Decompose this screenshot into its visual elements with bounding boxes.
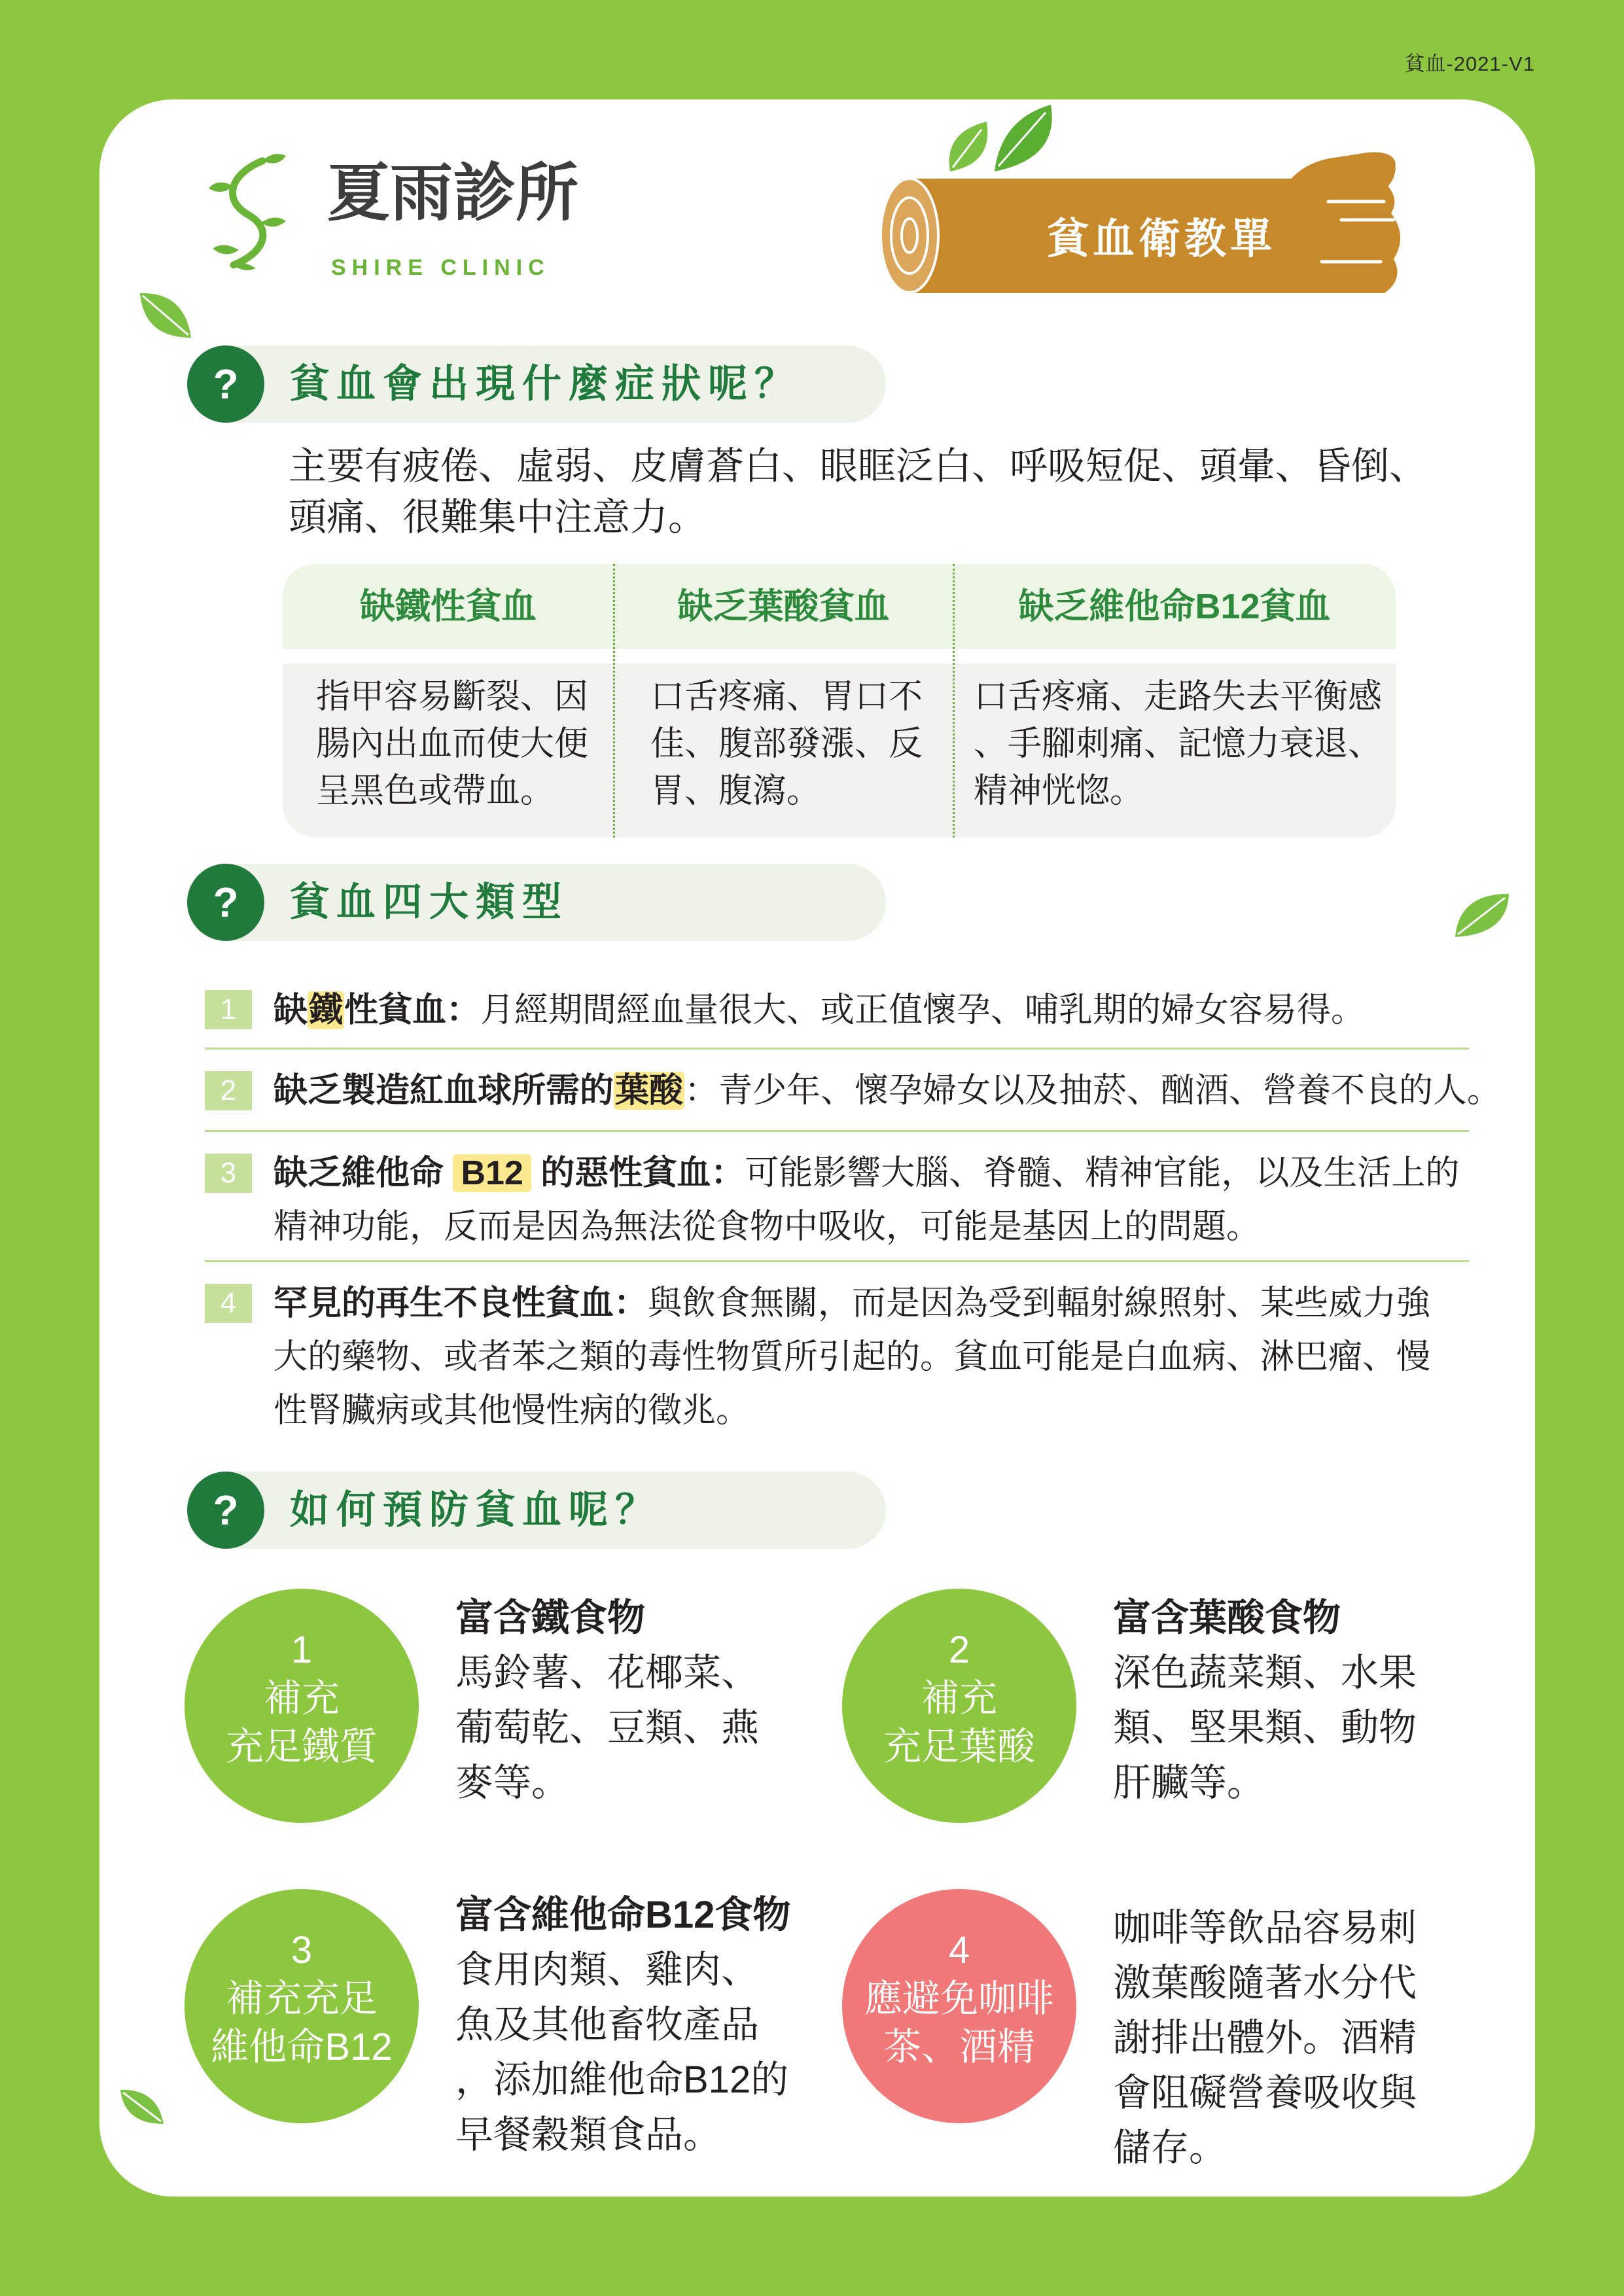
clinic-english-name: SHIRE CLINIC — [331, 255, 550, 280]
anemia-type-item-1 — [205, 983, 1535, 1037]
circle-line: 應避免咖啡 — [864, 1977, 1054, 2020]
food-list-b12 — [455, 1888, 790, 2163]
item-text: 大的藥物、或者苯之類的毒性物質所引起的。貧血可能是白血病、淋巴瘤、慢 — [274, 1338, 1431, 1376]
avoid-note — [1113, 1901, 1417, 2176]
item-line — [274, 1330, 1535, 1384]
item-label: 缺 — [274, 991, 308, 1029]
number-badge: 4 — [205, 1284, 252, 1323]
vine-icon — [205, 152, 290, 273]
number-badge: 2 — [205, 1071, 252, 1110]
prevention-circle-b12 — [185, 1889, 419, 2123]
food-title: 富含維他命B12食物 — [455, 1894, 791, 1936]
item-line — [274, 1200, 1535, 1254]
section-title-symptoms: 貧血會出現什麼症狀呢？ — [290, 362, 801, 406]
cell-line: 呈黑色或帶血。 — [316, 772, 555, 810]
log-banner-icon — [870, 98, 1413, 301]
item-label: 性貧血： — [344, 991, 481, 1029]
food-line: ，添加維他命B12的 — [455, 2058, 789, 2101]
question-circle-icon: ? — [187, 345, 264, 423]
circle-line: 維他命B12 — [211, 2026, 393, 2068]
divider — [205, 1260, 1469, 1262]
cell-line: 胃、腹瀉。 — [650, 772, 821, 810]
item-text: 可能影響大腦、脊髓、精神官能，以及生活上的 — [745, 1154, 1460, 1192]
table-cell-iron — [316, 673, 588, 815]
circle-line: 補充 — [263, 1677, 340, 1720]
divider — [205, 1048, 1469, 1050]
question-circle-icon: ? — [187, 1472, 264, 1549]
food-line: 類、堅果類、動物 — [1113, 1706, 1417, 1749]
text-line: 主要有疲倦、虛弱、皮膚蒼白、眼眶泛白、呼吸短促、頭暈、昏倒、 — [289, 445, 1428, 487]
item-label: 的惡性貧血： — [531, 1154, 745, 1192]
cell-line: 、手腳刺痛、記憶力衰退、 — [974, 725, 1383, 763]
anemia-type-item-3 — [205, 1146, 1535, 1254]
leaf-icon — [136, 289, 195, 342]
item-label: 罕見的再生不良性貧血： — [274, 1284, 648, 1322]
item-text: 精神功能，反而是因為無法從食物中吸收，可能是基因上的問題。 — [274, 1208, 1261, 1246]
circle-number: 3 — [291, 1929, 313, 1971]
food-line: 馬鈴薯、花椰菜、 — [455, 1651, 760, 1694]
food-line: 葡萄乾、豆類、燕 — [455, 1706, 760, 1749]
item-line — [274, 1064, 1535, 1118]
circle-number: 4 — [948, 1929, 970, 1971]
section-title-prevention: 如何預防貧血呢？ — [290, 1488, 662, 1532]
item-line — [274, 983, 1535, 1037]
clinic-name: 夏雨診所 — [327, 158, 578, 228]
table-header-b12: 缺乏維他命B12貧血 — [1018, 587, 1331, 626]
cell-line: 口舌疼痛、胃口不 — [650, 678, 923, 716]
table-cell-folate — [650, 673, 923, 815]
note-line: 咖啡等飲品容易刺 — [1113, 1907, 1417, 1949]
leaf-icon — [118, 2087, 167, 2127]
food-line: 魚及其他畜牧產品 — [455, 2004, 760, 2046]
cell-line: 腸內出血而使大便 — [316, 725, 589, 763]
circle-line: 補充充足 — [225, 1977, 378, 2020]
leaf-icon — [1453, 891, 1511, 940]
table-header-iron: 缺鐵性貧血 — [360, 587, 537, 626]
circle-line: 補充 — [921, 1677, 997, 1720]
food-line: 深色蔬菜類、水果 — [1113, 1651, 1417, 1694]
number-badge: 1 — [205, 990, 252, 1029]
anemia-type-item-4 — [205, 1277, 1535, 1438]
section-title-types: 貧血四大類型 — [290, 880, 569, 924]
item-line — [274, 1384, 1535, 1438]
note-line: 會阻礙營養吸收與 — [1113, 2072, 1417, 2114]
symptoms-description — [289, 441, 1427, 543]
note-line: 謝排出體外。酒精 — [1113, 2017, 1417, 2059]
item-label: 缺乏製造紅血球所需的 — [274, 1072, 614, 1110]
item-text: 月經期間經血量很大、或正值懷孕、哺乳期的婦女容易得。 — [480, 991, 1366, 1029]
food-line: 肝臟等。 — [1113, 1761, 1265, 1804]
circle-number: 1 — [291, 1629, 313, 1671]
item-line — [274, 1277, 1535, 1330]
item-text: 性腎臟病或其他慢性病的徵兆。 — [274, 1392, 750, 1430]
number-badge: 3 — [205, 1154, 252, 1193]
note-line: 儲存。 — [1113, 2127, 1227, 2169]
note-line: 激葉酸隨著水分代 — [1113, 1962, 1417, 2004]
food-title: 富含鐵食物 — [455, 1597, 646, 1639]
item-label: 缺乏維他命 — [274, 1154, 453, 1192]
food-line: 麥等。 — [455, 1761, 570, 1804]
highlighted-keyword: B12 — [453, 1154, 531, 1192]
table-header-folate: 缺乏葉酸貧血 — [677, 587, 890, 626]
circle-number: 2 — [948, 1629, 970, 1671]
anemia-type-item-2 — [205, 1064, 1535, 1118]
food-title: 富含葉酸食物 — [1113, 1597, 1341, 1639]
prevention-circle-avoid — [842, 1889, 1076, 2123]
text-line: 頭痛、很難集中注意力。 — [289, 496, 707, 539]
cell-line: 佳、腹部發漲、反 — [650, 725, 923, 763]
food-line: 食用肉類、雞肉、 — [455, 1949, 760, 1991]
version-label: 貧血-2021-V1 — [1404, 52, 1535, 75]
cell-line: 口舌疼痛、走路失去平衡感 — [974, 678, 1383, 716]
cell-line: 指甲容易斷裂、因 — [316, 678, 589, 716]
item-text: ：青少年、懷孕婦女以及抽菸、酗酒、營養不良的人。 — [684, 1072, 1502, 1110]
table-cell-b12 — [974, 673, 1382, 815]
item-text: 與飲食無關，而是因為受到輻射線照射、某些威力強 — [648, 1284, 1431, 1322]
food-list-iron — [455, 1591, 759, 1810]
food-list-folate — [1113, 1591, 1417, 1810]
cell-line: 精神恍惚。 — [974, 772, 1144, 810]
sheet-title: 貧血衛教單 — [1047, 215, 1276, 262]
circle-line: 充足葉酸 — [883, 1725, 1035, 1768]
highlighted-keyword: 鐵 — [309, 991, 344, 1029]
item-line — [274, 1146, 1535, 1200]
circle-line: 充足鐵質 — [225, 1725, 378, 1768]
question-circle-icon: ? — [187, 864, 264, 941]
food-line: 早餐穀類食品。 — [455, 2113, 722, 2156]
divider — [205, 1130, 1469, 1132]
circle-line: 茶、酒精 — [883, 2026, 1035, 2068]
highlighted-keyword: 葉酸 — [615, 1072, 684, 1110]
prevention-circle-folate — [842, 1589, 1076, 1823]
prevention-circle-iron — [185, 1589, 419, 1823]
